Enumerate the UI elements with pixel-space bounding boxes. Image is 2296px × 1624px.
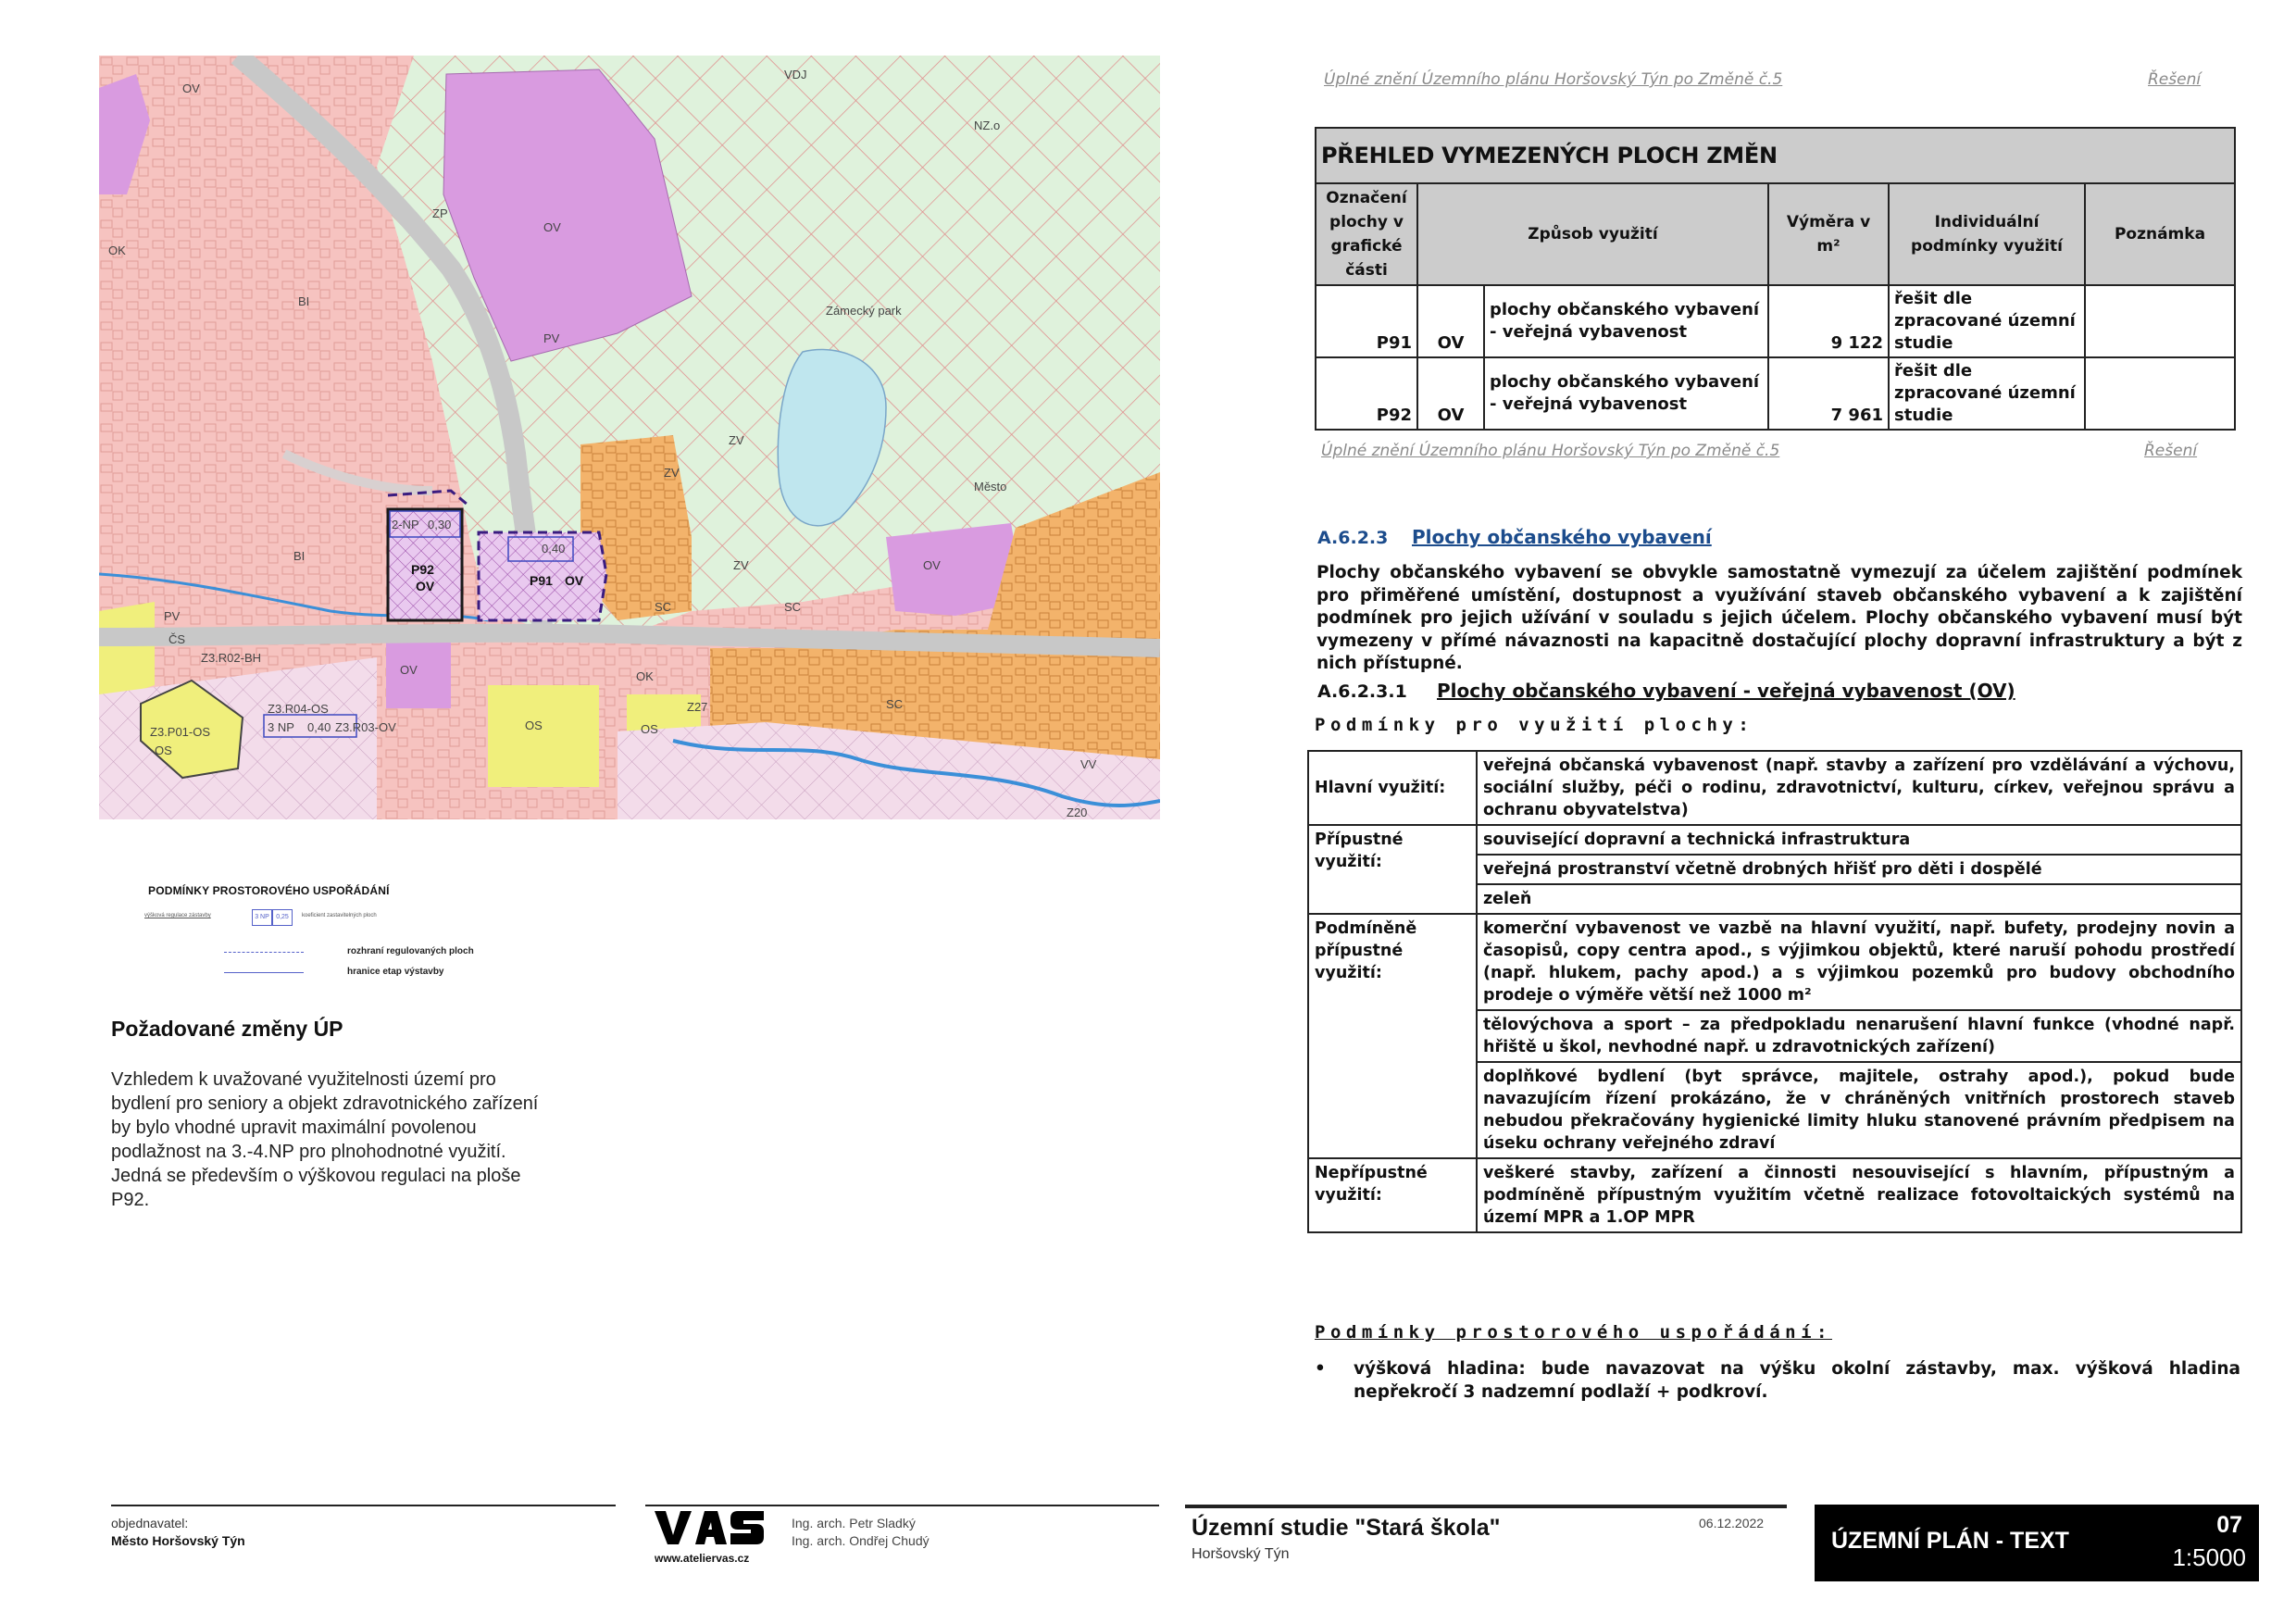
- map-label-zv2: ZV: [664, 466, 680, 480]
- map-label-nz: NZ.o: [974, 119, 1001, 132]
- map-label-bi1: BI: [298, 294, 310, 308]
- study-town: Horšovský Týn: [1192, 1546, 1290, 1562]
- col-cond: Individuální podmínky využití: [1889, 183, 2085, 285]
- map-label-sc1: SC: [655, 600, 672, 614]
- map-label-np2: 2-NP: [392, 518, 419, 531]
- land-use-map: [99, 56, 1160, 819]
- map-label-ov2: OV: [543, 220, 561, 234]
- row-use: plochy občanského vybavení - veřejná vybavenost: [1484, 357, 1768, 430]
- map-legend: [144, 884, 537, 995]
- doc-header-section: Řešení: [2148, 70, 2202, 89]
- sheet-scale: 1:5000: [2172, 1543, 2246, 1571]
- change-areas-table: [1315, 127, 2236, 431]
- requested-changes-body: Vzhledem k uvažované využitelnosti území pro bydlení pro seniory a objekt zdravotnického zařízení by bylo vhodné upravit maximální povolenou podlažnost na 3.-4.NP pro plnohodnotné využití. Jedná se především o výškovou regulaci na ploše P92.: [111, 1069, 539, 1210]
- row-id: P91: [1316, 285, 1417, 357]
- footer-rule-authors: [645, 1505, 1159, 1506]
- table-row: [1316, 357, 2235, 430]
- map-label-vv: VV: [1080, 757, 1097, 771]
- use-conditions-table: [1307, 750, 2242, 1233]
- study-title: Územní studie "Stará škola": [1192, 1515, 1501, 1541]
- main-use-label: Hlavní využití:: [1308, 751, 1477, 825]
- legend-height-note: výšková regulace zástavby: [144, 913, 211, 918]
- map-label-ov4: OV: [400, 663, 418, 677]
- map-label-ok2: OK: [636, 669, 654, 683]
- map-label-os1: OS: [525, 718, 543, 732]
- row-id: P92: [1316, 357, 1417, 430]
- sheet-number: 07: [2216, 1512, 2242, 1538]
- footer-rule-study: [1185, 1505, 1787, 1508]
- section-body: Plochy občanského vybavení se obvykle samostatně vymezují za účelem zajištění podmínek pro přiměřené umístění, dostupnost a využívání staveb občanského vybavení a k zajištění podmínek pro jejich užívání v souladu s jejich účelem. Plochy občanského vybavení musí být vymezeny v přímé návaznosti na kapacitně dostačující plochy dopravní infrastruktury a být z nich přístupné.: [1316, 563, 2242, 673]
- conditional-use-3: doplňkové bydlení (byt správce, majitele, ostrahy apod.), pokud bude navazujícím řízení prokázáno, že v chráněných vnitřních prostorech staveb nebudou překračovány hygienické limity hluku stanovené právním předpisem na úseku ochrany veřejného zdraví: [1477, 1062, 2241, 1158]
- map-label-pv2: PV: [543, 331, 560, 345]
- legend-coef-note: koeficient zastavitelných ploch: [302, 913, 377, 918]
- map-label-z20: Z20: [1067, 806, 1088, 819]
- row-area: 9 122: [1768, 285, 1889, 357]
- footer-rule-client: [111, 1505, 616, 1506]
- map-label-kz40: 0,40: [307, 720, 331, 734]
- row-note: [2085, 285, 2235, 357]
- author-1: Ing. arch. Petr Sladký: [792, 1516, 916, 1530]
- use-conditions-heading: Podmínky pro využití plochy:: [1315, 715, 1754, 735]
- legend-stage-text: hranice etap výstavby: [347, 967, 444, 977]
- map-label-zp1: ZP: [432, 206, 448, 220]
- map-label-zv1: ZV: [729, 433, 744, 447]
- allowed-use-1: související dopravní a technická infrastruktura: [1477, 825, 2241, 855]
- requested-changes-heading: Požadované změny ÚP: [111, 1017, 343, 1041]
- map-label-z3p01: Z3.P01-OS: [150, 725, 211, 739]
- map-label-mesto: Město: [974, 480, 1007, 493]
- col-note: Poznámka: [2085, 183, 2235, 285]
- forbidden-use-text: veškeré stavby, zařízení a činnosti nesouvisející s hlavním, přípustným a podmíněně přípustným využitím včetně realizace fotovoltaických systémů na území MPR a 1.OP MPR: [1477, 1158, 2241, 1232]
- map-label-np3: 3 NP: [268, 720, 294, 734]
- col-area: Výměra v m²: [1768, 183, 1889, 285]
- map-label-zv3: ZV: [733, 558, 749, 572]
- map-label-park: Zámecký park: [826, 304, 902, 318]
- change-areas-title: PŘEHLED VYMEZENÝCH PLOCH ZMĚN: [1316, 128, 2235, 183]
- section-title: Plochy občanského vybavení: [1412, 526, 1712, 548]
- map-label-p91-ov: OV: [565, 573, 584, 588]
- forbidden-use-label: Nepřípustné využití:: [1308, 1158, 1477, 1232]
- col-mark: Označení plochy v grafické části: [1316, 183, 1417, 285]
- map-label-cs: ČS: [168, 632, 186, 646]
- doc-header-section-2: Řešení: [2144, 442, 2198, 460]
- sheet-title: ÚZEMNÍ PLÁN - TEXT: [1831, 1528, 2069, 1554]
- bullet-text: výšková hladina: bude navazovat na výšku okolní zástavby, max. výšková hladina nepřekročí 3 nadzemní podlaží + podkroví.: [1354, 1359, 2240, 1402]
- row-code: OV: [1417, 285, 1484, 357]
- main-use-text: veřejná občanská vybavenost (např. stavby a zařízení pro vzdělávání a výchovu, sociální služby, péči o rodinu, zdravotnictví, kulturu, církev, veřejnou správu a ochranu obyvatelstva): [1477, 751, 2241, 825]
- map-label-p92-ov: OV: [416, 579, 435, 593]
- legend-box-kz: 0,25: [272, 909, 293, 926]
- sheet-title-block: [1815, 1505, 2259, 1581]
- company-website[interactable]: www.ateliervas.cz: [655, 1552, 750, 1565]
- doc-header-title: Úplné znění Územního plánu Horšovský Týn po Změně č.5: [1324, 70, 1783, 89]
- map-label-vdj: VDJ: [784, 68, 807, 81]
- client-name: Město Horšovský Týn: [111, 1533, 245, 1548]
- row-cond: řešit dle zpracované územní studie: [1889, 285, 2085, 357]
- map-label-bi2: BI: [293, 549, 306, 563]
- allowed-use-label: Přípustné využití:: [1308, 825, 1477, 914]
- col-use: Způsob využití: [1417, 183, 1768, 285]
- company-logo: [653, 1509, 766, 1546]
- map-label-pv1: PV: [164, 609, 181, 623]
- row-use: plochy občanského vybavení - veřejná vybavenost: [1484, 285, 1768, 357]
- client-label: objednavatel:: [111, 1516, 189, 1530]
- table-row: [1316, 285, 2235, 357]
- legend-stage-line: [224, 972, 304, 973]
- conditional-use-1: komerční vybavenost ve vazbě na hlavní využití, např. bufety, prodejny novin a časopisů, copy centra apod., s výjimkou objektů, které naruší pohodu prostředí (např. hlukem, pachy apod.) a s výjimkou pozemků pro budovy obchodního prodeje o výměře větší než 1000 m²: [1477, 914, 2241, 1010]
- map-label-ov3: OV: [923, 558, 941, 572]
- conditional-use-2: tělovýchova a sport – za předpokladu nenarušení hlavní funkce (vhodné např. hřiště u škol, nevhodné např. u zdravotnických zařízení): [1477, 1010, 2241, 1062]
- map-label-p92: P92: [411, 562, 434, 577]
- row-area: 7 961: [1768, 357, 1889, 430]
- subsection-title: Plochy občanského vybavení - veřejná vybavenost (OV): [1437, 680, 2015, 702]
- allowed-use-3: zeleň: [1477, 884, 2241, 914]
- map-label-p91: P91: [530, 573, 553, 588]
- map-label-os3: OS: [155, 743, 172, 757]
- allowed-use-2: veřejná prostranství včetně drobných hřišť pro děti i dospělé: [1477, 855, 2241, 884]
- legend-box-np: 3 NP: [252, 909, 272, 926]
- map-label-kz-p91: 0,40: [542, 542, 566, 556]
- map-label-ok: OK: [108, 244, 126, 257]
- map-label-os2: OS: [641, 722, 658, 736]
- map-label-ov1: OV: [182, 81, 200, 95]
- subsection-number: A.6.2.3.1: [1317, 681, 1407, 702]
- map-label-sc2: SC: [784, 600, 802, 614]
- row-cond: řešit dle zpracované územní studie: [1889, 357, 2085, 430]
- legend-boundary-line: [224, 952, 304, 953]
- map-label-sc3: SC: [886, 697, 904, 711]
- row-note: [2085, 357, 2235, 430]
- map-label-z3r02: Z3.R02-BH: [201, 651, 262, 665]
- study-date: 06.12.2022: [1699, 1516, 1765, 1530]
- map-label-z27: Z27: [687, 700, 708, 714]
- section-number: A.6.2.3: [1317, 528, 1389, 548]
- author-2: Ing. arch. Ondřej Chudý: [792, 1533, 930, 1548]
- map-label-z3r03: Z3.R03-OV: [335, 720, 396, 734]
- spatial-conditions-heading: Podmínky prostorového uspořádání:: [1315, 1322, 1832, 1343]
- row-code: OV: [1417, 357, 1484, 430]
- legend-boundary-text: rozhraní regulovaných ploch: [347, 946, 474, 956]
- map-label-kz30: 0,30: [428, 518, 452, 531]
- bullet-dot: •: [1315, 1359, 1326, 1379]
- doc-header-title-2: Úplné znění Územního plánu Horšovský Týn po Změně č.5: [1321, 442, 1780, 460]
- conditional-use-label: Podmíněně přípustné využití:: [1308, 914, 1477, 1158]
- legend-title: PODMÍNKY PROSTOROVÉHO USPOŘÁDÁNÍ: [148, 884, 390, 897]
- map-label-z3r04: Z3.R04-OS: [268, 702, 329, 716]
